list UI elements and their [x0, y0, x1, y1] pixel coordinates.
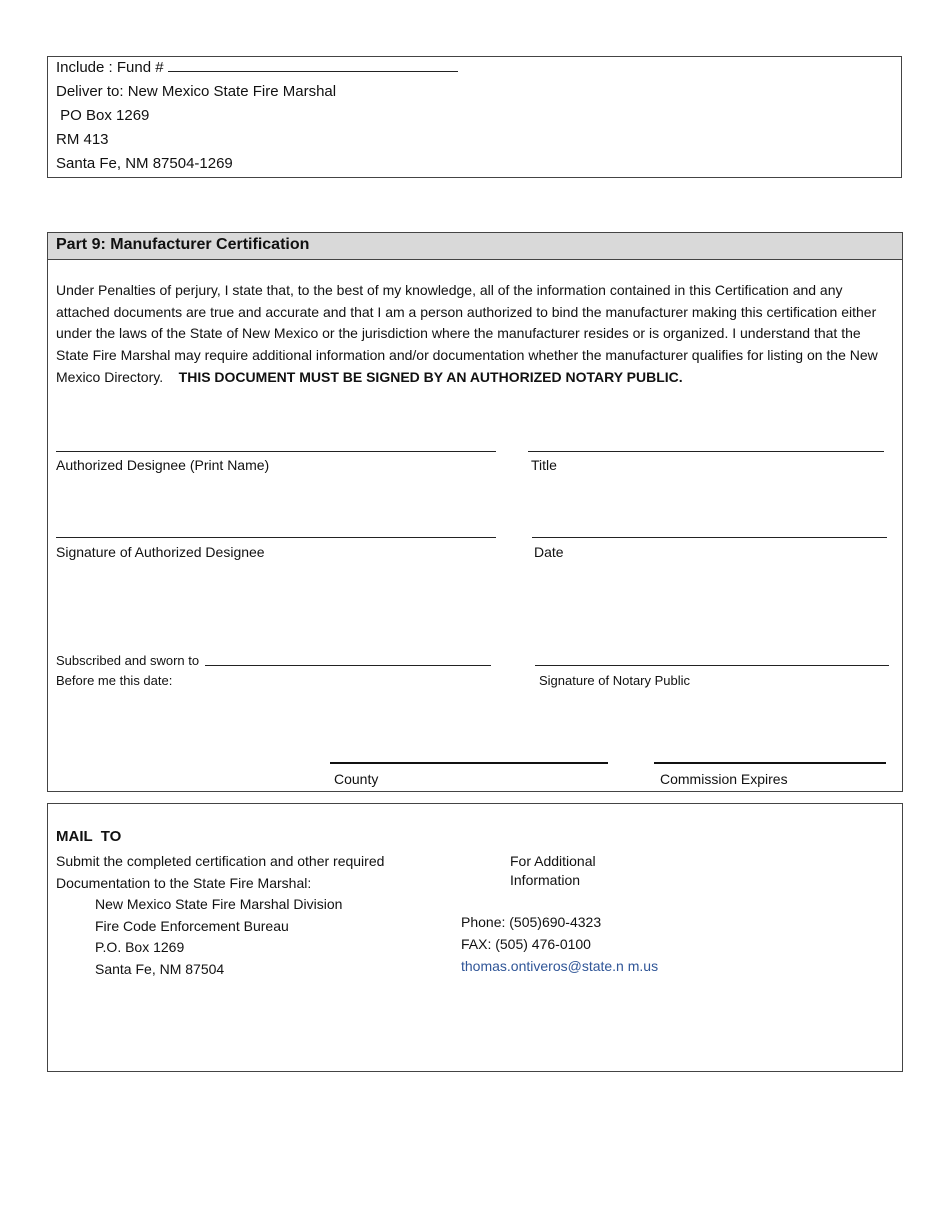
email-link[interactable]: thomas.ontiveros@state.n m.us — [461, 958, 659, 974]
city: Santa Fe, NM 87504-1269 — [56, 155, 233, 172]
certification-heading: Part 9: Manufacturer Certification — [48, 233, 902, 260]
title-label: Title — [531, 457, 557, 473]
mail-box — [47, 803, 903, 1072]
mail-intro-line2: Documentation to the State Fire Marshal: — [56, 875, 312, 891]
title-line[interactable] — [528, 451, 884, 452]
date-line[interactable] — [532, 537, 887, 538]
notary-signature-line[interactable] — [535, 665, 889, 666]
print-name-line[interactable] — [56, 451, 496, 452]
before-me-label: Before me this date: — [56, 673, 173, 688]
certification-paragraph — [56, 280, 896, 389]
address-line: Santa Fe, NM 87504 — [95, 961, 225, 977]
room: RM 413 — [56, 131, 109, 148]
date-label: Date — [534, 544, 564, 560]
print-name-label: Authorized Designee (Print Name) — [56, 457, 270, 473]
fax: FAX: (505) 476-0100 — [461, 936, 591, 952]
address-line: New Mexico State Fire Marshal Division — [95, 896, 343, 912]
fund-label: Include : Fund # — [56, 59, 164, 76]
info-line1: For Additional — [510, 853, 596, 869]
notary-notice: THIS DOCUMENT MUST BE SIGNED BY AN AUTHORIZED NOTARY PUBLIC. — [178, 368, 683, 385]
commission-line[interactable] — [654, 762, 886, 764]
fund-number-blank[interactable] — [168, 57, 458, 72]
fund-line — [56, 56, 458, 80]
mail-intro-line1: Submit the completed certification and other required — [56, 853, 385, 869]
delivery-box — [47, 56, 902, 178]
certification-text: Under Penalties of perjury, I state that, to the best of my knowledge, all of the information contained in this Certification and any attached documents are true and accurate and that I am a person authorized to bind the manufacturer making this certification either under the laws of the State of New Mexico or the jurisdiction where the manufacturer resides or is organized. I understand that the State Fire Marshal may require additional information and/or documentation whether the manufacturer qualifies for listing on the New Mexico Directory. — [56, 282, 878, 385]
subscribed-label: Subscribed and sworn to — [56, 653, 200, 668]
address-line: Fire Code Enforcement Bureau — [95, 918, 289, 934]
deliver-to: Deliver to: New Mexico State Fire Marshal — [56, 83, 337, 100]
subscribed-line[interactable] — [205, 665, 491, 666]
po-box: PO Box 1269 — [56, 107, 150, 124]
certification-box — [47, 232, 903, 792]
phone: Phone: (505)690-4323 — [461, 914, 602, 930]
county-line[interactable] — [330, 762, 608, 764]
address-line: P.O. Box 1269 — [95, 939, 185, 955]
signature-label: Signature of Authorized Designee — [56, 544, 265, 560]
commission-label: Commission Expires — [660, 771, 788, 787]
mail-heading: MAIL TO — [56, 828, 122, 845]
info-line2: Information — [510, 872, 581, 888]
county-label: County — [334, 771, 379, 787]
signature-line[interactable] — [56, 537, 496, 538]
notary-signature-label: Signature of Notary Public — [539, 673, 691, 688]
